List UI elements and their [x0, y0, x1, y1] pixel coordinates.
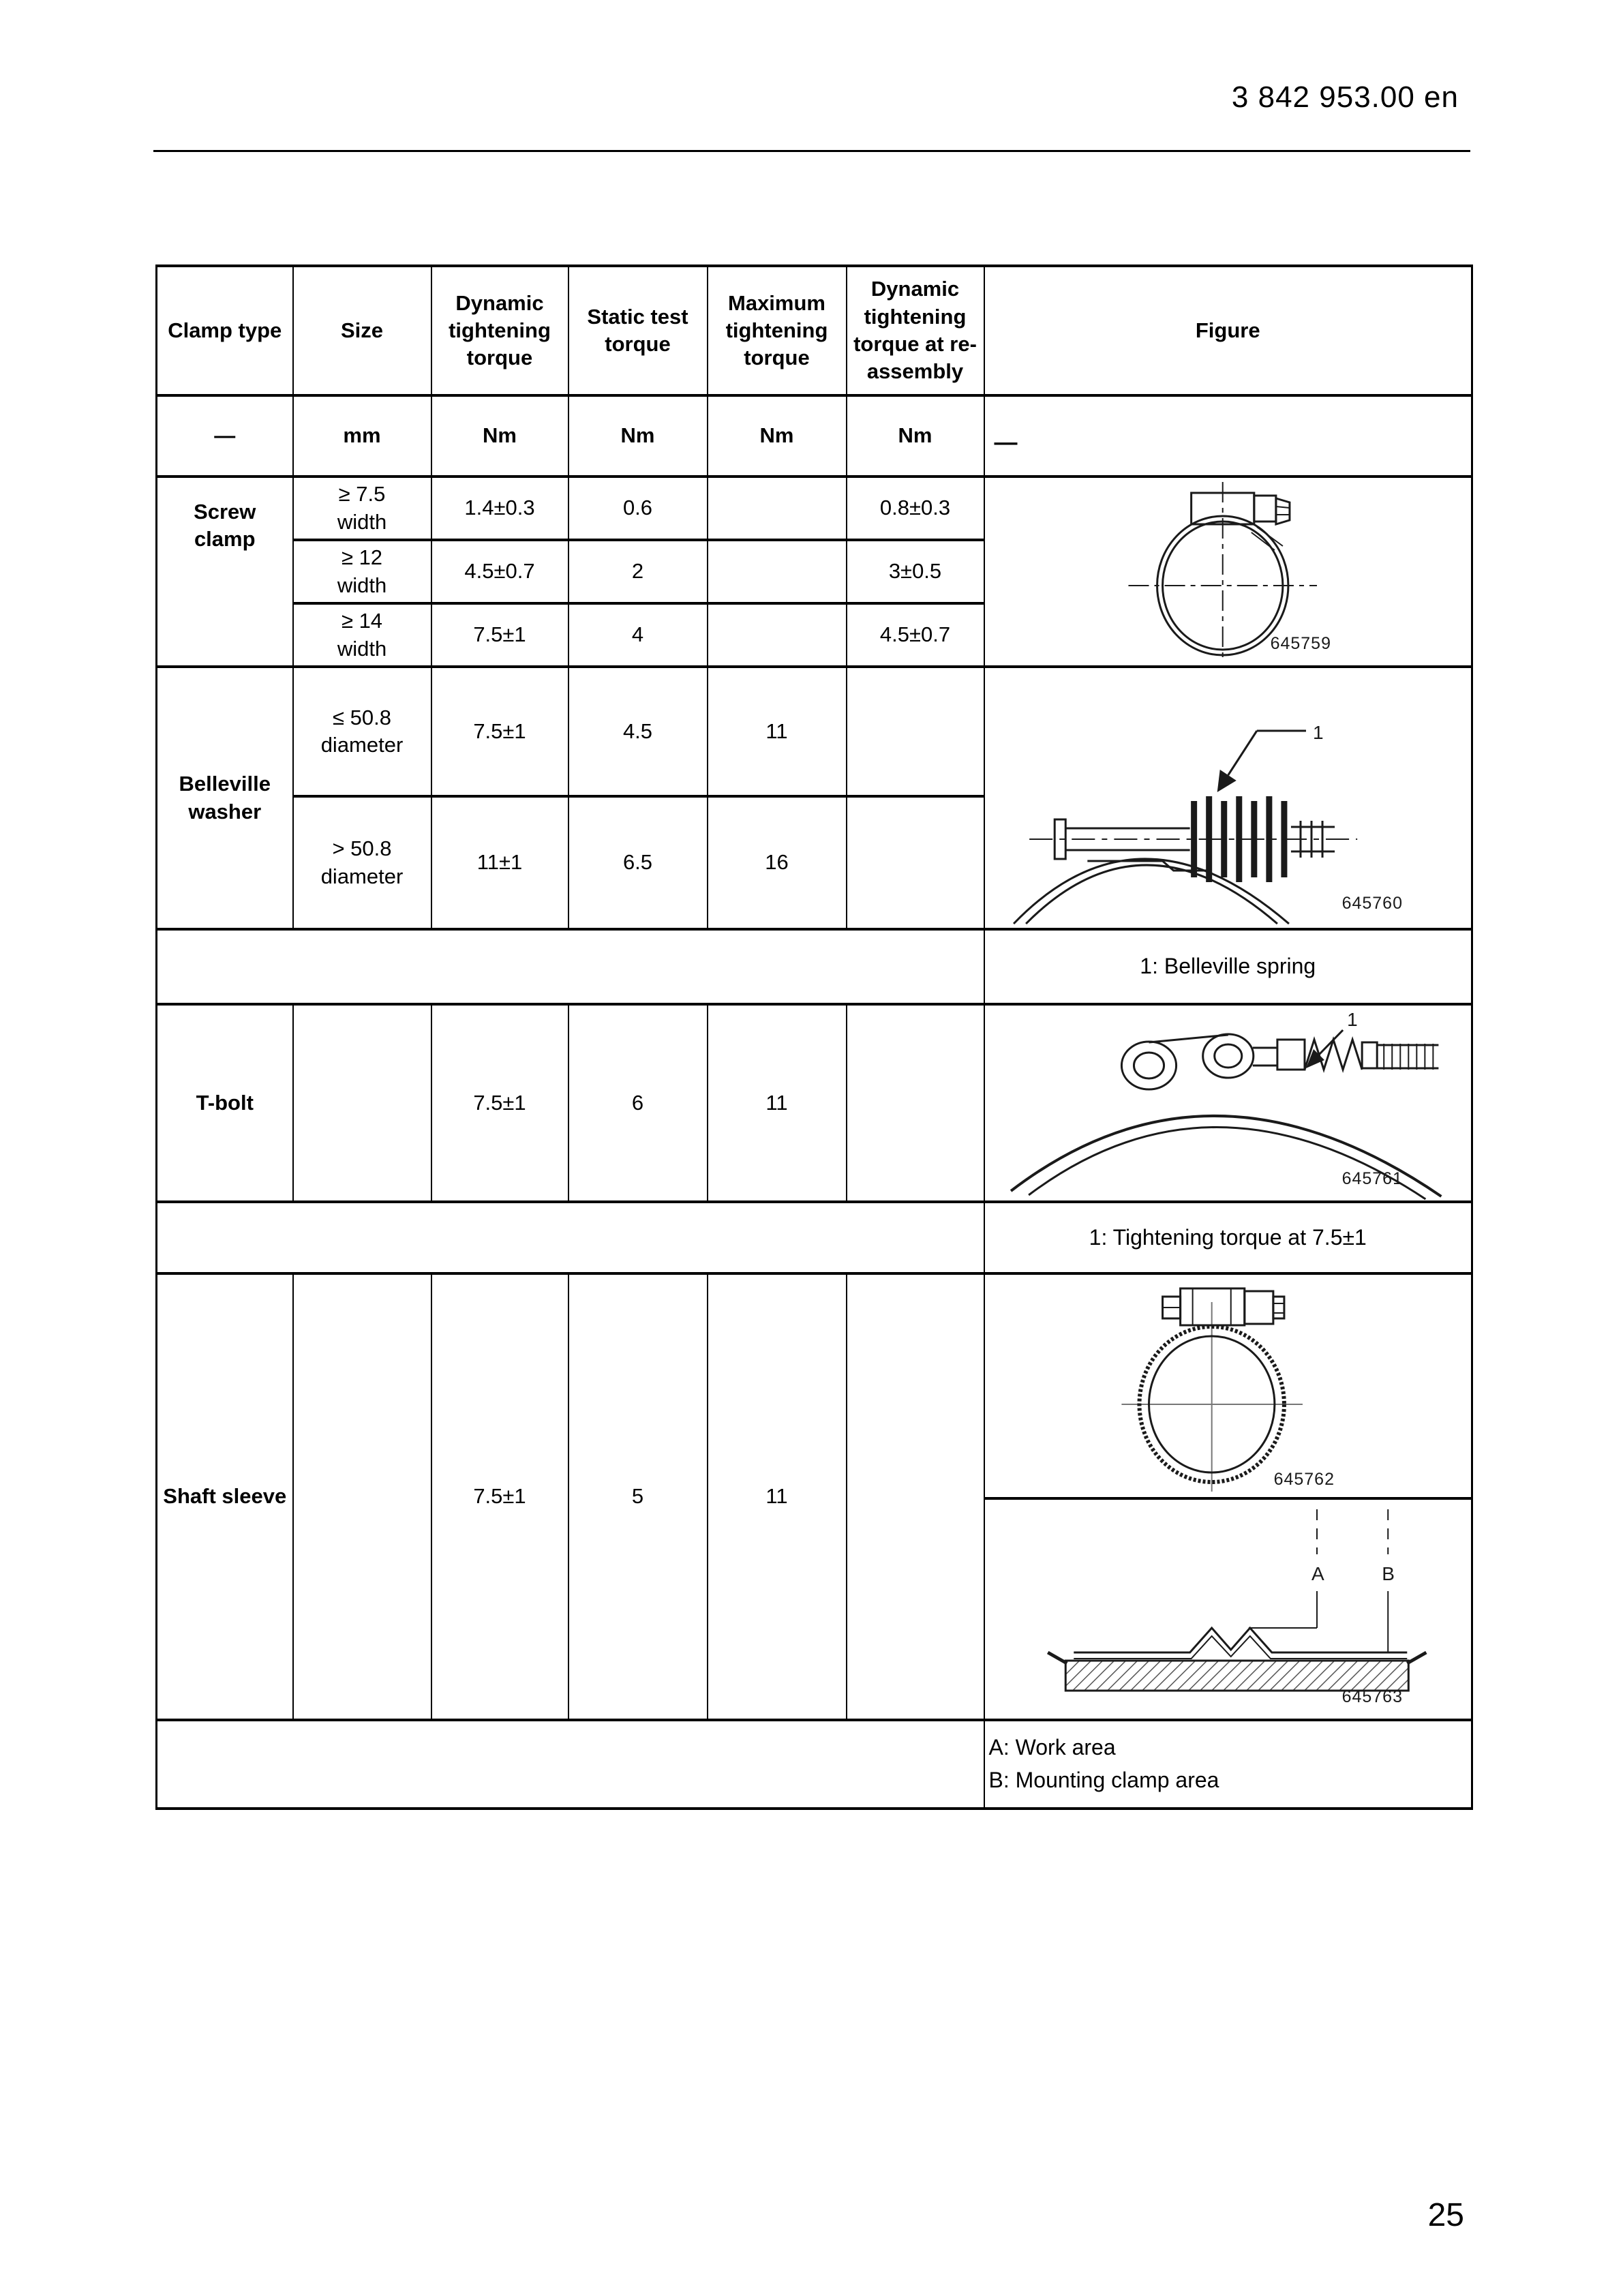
unit-static-test: Nm — [568, 395, 708, 477]
screw-clamp-figure — [985, 478, 1472, 665]
clamp-type-belleville: Belleville washer — [157, 667, 293, 929]
header-maximum-torque: Maximum tightening torque — [708, 266, 847, 395]
belleville-static-1: 4.5 — [568, 667, 708, 796]
size-value: ≥ 7.5 — [338, 482, 386, 507]
belleville-maximum-2: 16 — [708, 796, 847, 929]
screw-static-3: 4 — [568, 603, 708, 667]
screw-reassembly-2: 3±0.5 — [847, 540, 984, 603]
screw-reassembly-3: 4.5±0.7 — [847, 603, 984, 667]
clamp-type-shaft-sleeve: Shaft sleeve — [157, 1273, 293, 1720]
belleville-dynamic-2: 11±1 — [431, 796, 568, 929]
belleville-maximum-1: 11 — [708, 667, 847, 796]
tbolt-dynamic: 7.5±1 — [431, 1004, 568, 1202]
shaft-size — [293, 1273, 431, 1720]
screw-static-2: 2 — [568, 540, 708, 603]
belleville-size-1 — [293, 667, 431, 796]
figure-number-645760: 645760 — [1341, 893, 1403, 913]
screw-static-1: 0.6 — [568, 477, 708, 540]
tbolt-size — [293, 1004, 431, 1202]
size-unit: diameter — [320, 733, 404, 757]
shaft-caption — [984, 1720, 1472, 1809]
size-value: > 50.8 — [332, 836, 392, 861]
header-size: Size — [293, 266, 431, 395]
size-unit: width — [337, 509, 387, 534]
shaft-reassembly — [847, 1273, 984, 1720]
tbolt-static: 6 — [568, 1004, 708, 1202]
belleville-reassembly-2 — [847, 796, 984, 929]
screw-dynamic-3: 7.5±1 — [431, 603, 568, 667]
figure-number-645761: 645761 — [1341, 1168, 1403, 1188]
belleville-caption-row — [157, 929, 1472, 1004]
screw-reassembly-1: 0.8±0.3 — [847, 477, 984, 540]
shaft-static: 5 — [568, 1273, 708, 1720]
torque-table — [155, 265, 1473, 1810]
screw-maximum-3 — [708, 603, 847, 667]
screw-clamp-figure-cell — [984, 477, 1472, 667]
screw-clamp-row-1 — [157, 477, 1472, 540]
size-unit: width — [337, 573, 387, 597]
shaft-maximum: 11 — [708, 1273, 847, 1720]
belleville-size-2 — [293, 796, 431, 929]
shaft-sleeve-row — [157, 1273, 1472, 1498]
belleville-reassembly-1 — [847, 667, 984, 796]
shaft-caption-row — [157, 1720, 1472, 1809]
header-rule — [153, 150, 1470, 152]
caption-spacer — [157, 1202, 984, 1273]
screw-maximum-1 — [708, 477, 847, 540]
shaft-dynamic: 7.5±1 — [431, 1273, 568, 1720]
belleville-static-2: 6.5 — [568, 796, 708, 929]
size-value: ≤ 50.8 — [333, 705, 391, 729]
screw-size-3 — [293, 603, 431, 667]
tbolt-caption-row — [157, 1202, 1472, 1273]
screw-dynamic-1: 1.4±0.3 — [431, 477, 568, 540]
tbolt-caption: 1: Tightening torque at 7.5±1 — [984, 1202, 1472, 1273]
header-static-test-torque: Static test torque — [568, 266, 708, 395]
mounting-clamp-area-caption: B: Mounting clamp area — [988, 1768, 1219, 1792]
figure-number-645759: 645759 — [1270, 633, 1331, 653]
work-area-caption: A: Work area — [988, 1735, 1116, 1760]
belleville-dynamic-1: 7.5±1 — [431, 667, 568, 796]
unit-figure — [984, 395, 1472, 477]
unit-reassembly: Nm — [847, 395, 984, 477]
tbolt-pointer-label: 1 — [1346, 1009, 1358, 1030]
tbolt-figure-cell — [984, 1004, 1472, 1202]
page-number: 25 — [1427, 2197, 1464, 2233]
tbolt-row — [157, 1004, 1472, 1202]
screw-maximum-2 — [708, 540, 847, 603]
unit-clamp-type: — — [157, 395, 293, 477]
dimension-label-b: B — [1381, 1563, 1395, 1584]
clamp-type-tbolt: T-bolt — [157, 1004, 293, 1202]
tbolt-reassembly — [847, 1004, 984, 1202]
size-value: ≥ 12 — [341, 545, 383, 570]
shaft-clamp-figure-cell — [984, 1273, 1472, 1498]
size-unit: width — [337, 636, 387, 661]
screw-size-2 — [293, 540, 431, 603]
figure-number-645762: 645762 — [1273, 1469, 1335, 1489]
belleville-caption: 1: Belleville spring — [984, 929, 1472, 1004]
unit-dynamic: Nm — [431, 395, 568, 477]
belleville-figure-cell — [984, 667, 1472, 929]
unit-maximum: Nm — [708, 395, 847, 477]
shaft-sleeve-clamp-figure — [985, 1275, 1472, 1497]
size-value: ≥ 14 — [341, 609, 383, 633]
units-row — [157, 395, 1472, 477]
figure-number-645763: 645763 — [1341, 1687, 1403, 1706]
clamp-type-screw: Screw clamp — [157, 477, 293, 667]
header-dynamic-torque: Dynamic tightening torque — [431, 266, 568, 395]
caption-spacer — [157, 1720, 984, 1809]
header-clamp-type: Clamp type — [157, 266, 293, 395]
dimension-label-a: A — [1311, 1563, 1324, 1584]
unit-size: mm — [293, 395, 431, 477]
belleville-row-1 — [157, 667, 1472, 796]
shaft-section-figure-cell — [984, 1498, 1472, 1720]
belleville-washer-figure — [985, 668, 1472, 928]
figure-unit-dash: — — [994, 429, 1018, 455]
table-header-row — [157, 266, 1472, 395]
screw-size-1 — [293, 477, 431, 540]
belleville-pointer-label: 1 — [1312, 722, 1324, 743]
document-number: 3 842 953.00 en — [1231, 80, 1459, 114]
size-unit: diameter — [320, 864, 404, 888]
tbolt-maximum: 11 — [708, 1004, 847, 1202]
screw-dynamic-2: 4.5±0.7 — [431, 540, 568, 603]
header-reassembly-torque: Dynamic tightening torque at re-assembly — [847, 266, 984, 395]
header-figure: Figure — [984, 266, 1472, 395]
caption-spacer — [157, 929, 984, 1004]
